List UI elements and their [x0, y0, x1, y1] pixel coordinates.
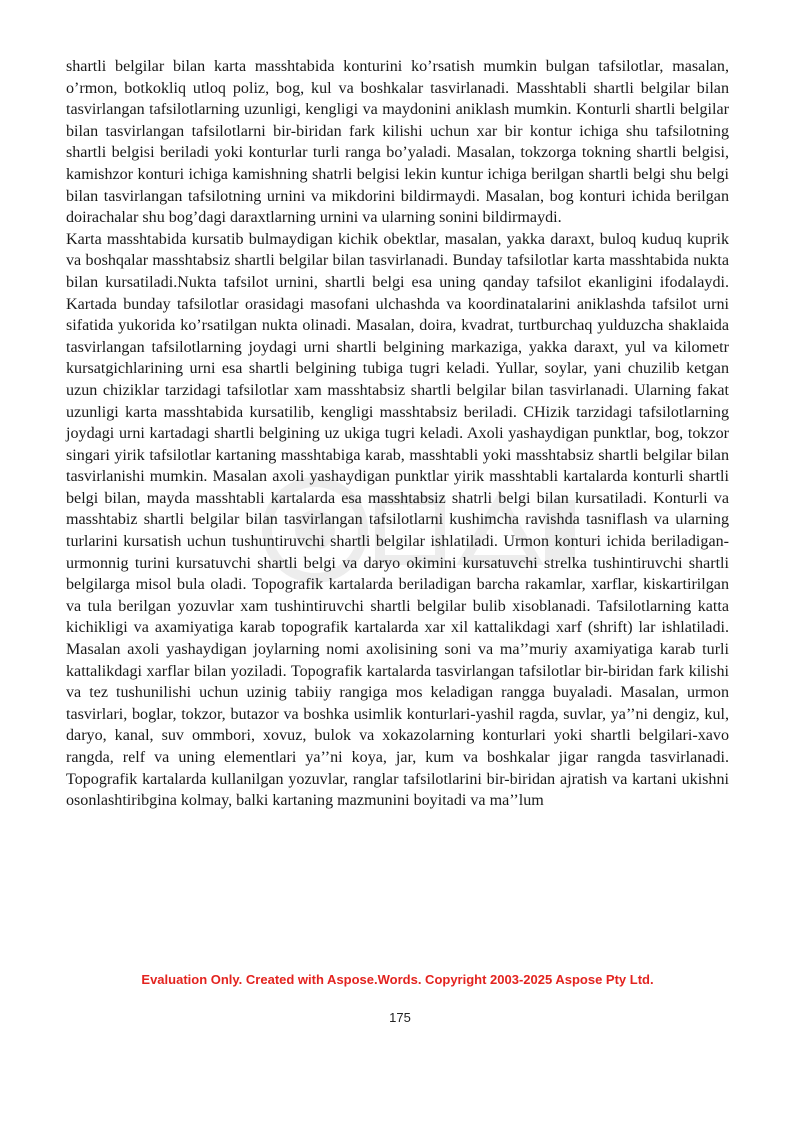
body-text	[66, 56, 729, 812]
evaluation-notice: Evaluation Only. Created with Aspose.Words. Copyright 2003-2025 Aspose Pty Ltd.	[141, 972, 654, 987]
paragraph-2: Karta masshtabida kursatib bulmaydigan kichik obektlar, masalan, yakka daraxt, buloq kuduq kuprik va boshqalar masshtabsiz shartli belgilar bilan tasvirlanadi. Bunday tafsilotlar karta masshtabida nukta bilan kursatiladi.Nukta tafsilot urnini, shartli belgi esa uning qanday tafsilot ekanligini ifodalaydi. Kartada bunday tafsilotlar orasidagi masofani ulchashda va koordinatalarini aniklashda tafsilot urni sifatida yukorida ko’rsatilgan nukta olinadi. Masalan, doira, kvadrat, turtburchaq yulduzcha shaklaida tasvirlangan tafsilotlarning joydagi urni shartli belgining markaziga, yakka daraxt, yul va kilometr kursatgichlarining urni esa shartli belgining tubiga tugri keladi. Yullar, soylar, yani chuzilib ketgan uzun chiziklar tarzidagi tafsilotlar xam masshtabsiz shartli belgilar bilan tasvirlanadi. Ularning fakat uzunligi karta masshtabida kursatilib, kengligi masshtabsiz beriladi. CHizik tarzidagi tafsilotlarning joydagi urni kartadagi shartli belgining uz ukiga tugri keladi. Axoli yashaydigan punktlar, bog, tokzor singari yirik tafsilotlar kartaning masshtabiga karab, masshtabli yoki masshtabsiz shartli belgilar bilan tasvirlanishi mumkin. Masalan axoli yashaydigan punktlar yirik masshtabli kartalarda konturli shartli belgi bilan, mayda masshtabli kartalarda esa masshtabsiz shatrli belgi bilan kursatiladi. Konturli va masshtabiz shartli belgilar bilan tasvirlangan tafsilotlarni kushimcha ravishda tasniflash va ularning turlarini kursatish uchun tushuntiruvchi shartli belgilar ishlatiladi. Urmon konturi ichida beriladigan-urmonnig turini kursatuvchi shartli belgi va daryo okimini kursatuvchi strelka tushintiruvchi shartli belgilarga misol bula oladi. Topografik kartalarda beriladigan barcha rakamlar, xarflar, kiskartirilgan va tula berilgan yozuvlar xam tushintiruvchi shartli belgilar bulib xisoblanadi. Tafsilotlarning katta kichikligi va axamiyatiga karab topografik kartalarda xar xil kattalikdagi xarf (shrift) lar ishlatiladi. Masalan axoli yashaydigan joylarning nomi axolisining soni va ma’’muriy axamiyatiga karab turli kattalikdagi xarflar bilan yoziladi. Topografik kartalarda tasvirlangan tafsilotlar bir-biridan fark kilishi va tez tushunilishi uchun uzinig tabiiy rangiga mos keladigan rangga buyaladi. Masalan, urmon tasvirlari, boglar, tokzor, butazor va boshka usimlik konturlari-yashil ragda, suvlar, ya’’ni dengiz, kul, daryo, kanal, suv ommbori, xovuz, bulok va xokazolarning konturlari yoki shartli belgilari-xavo rangda, relf va uning elementlari ya’’ni koya, jar, kum va boshkalar jigar rangda tasvirlanadi. Topografik kartalarda kullanilgan yozuvlar, ranglar tafsilotlarini bir-biridan ajratish va kartani ukishni osonlashtiribgina kolmay, balki kartaning mazmunini boyitadi va ma’’lum	[66, 230, 729, 810]
paragraph-1: shartli belgilar bilan karta masshtabida konturini ko’rsatish mumkin bulgan tafsilotlar, masalan, o’rmon, botkokliq utloq poliz, bog, kul va boshkalar tasvirlanadi. Masshtabli shartli belgilar bilan tasvirlangan tafsilotlarning uzunligi, kengligi va maydonini aniklash mumkin. Konturli shartli belgilar bilan tasvirlangan tafsilotlarni bir-biridan fark kilishi uchun xar bir kontur ichiga shu tafsilotning shartli belgisi beriladi yoki konturlar turli ranga bo’yaladi. Masalan, tokzorga tokning shartli belgisi, kamishzor konturi ichiga kamishning shatrli belgisi lekin kuntur ichiga berilgan shartli belgi shu belgi bilan tasvirlangan tafsilotning urnini va mikdorini bildirmaydi. Masalan, bog konturi ichida berilgan doirachalar shu bog’dagi daraxtlarning urnini va ularning sonini bildirmaydi.	[66, 58, 729, 227]
page-number: 175	[389, 1010, 411, 1025]
